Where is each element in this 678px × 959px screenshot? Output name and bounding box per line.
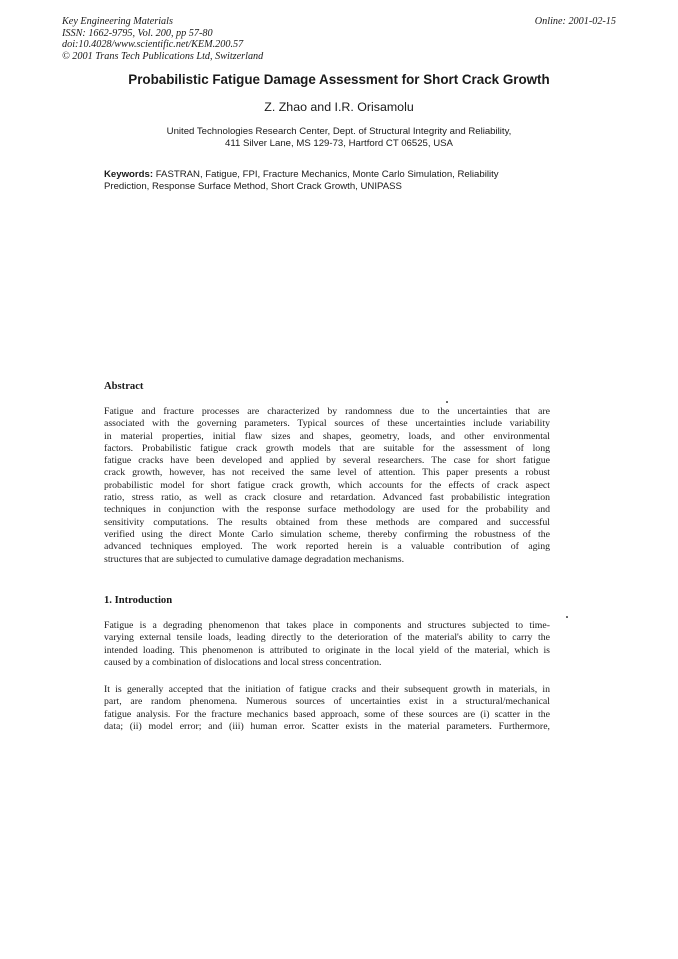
paragraph-line: fatigue analysis. For the fracture mechanics based approach, some of these sources are (i) scatter in the: [104, 708, 550, 720]
introduction-heading: 1. Introduction: [104, 595, 173, 606]
introduction-paragraph-1: [104, 620, 550, 669]
paragraph-line: varying external tensile loads, leading directly to the deterioration of the material's ability to carry the: [104, 632, 550, 644]
affiliation-line: 411 Silver Lane, MS 129-73, Hartford CT 06525, USA: [225, 138, 453, 149]
abstract-line: advanced techniques employed. The work reported herein is a valuable contribution of aging: [104, 541, 550, 553]
paragraph-line: Fatigue is a degrading phenomenon that takes place in components and structures subjected to time-: [104, 620, 550, 631]
paper-title: Probabilistic Fatigue Damage Assessment for Short Crack Growth: [128, 72, 550, 87]
abstract-line: techniques in conjunction with the response surface methodology are used for the probability and: [104, 504, 550, 516]
paragraph-line: caused by a combination of dislocations and local stress concentration.: [104, 656, 382, 668]
abstract-line: ratio, stress ratio, as well as crack closure and retardation. Advanced fast probabilistic integration: [104, 492, 550, 504]
doi-line: doi:10.4028/www.scientific.net/KEM.200.57: [62, 39, 244, 51]
online-date: Online: 2001-02-15: [534, 16, 616, 27]
keywords-text: FASTRAN, Fatigue, FPI, Fracture Mechanics, Monte Carlo Simulation, Reliability: [155, 169, 499, 180]
abstract-line: crack growth, however, has not received the same level of attention. This paper presents a robust: [104, 467, 550, 479]
abstract-line: probabilistic model for short fatigue crack growth, which accounts for the effects of crack aspect: [104, 479, 550, 491]
journal-name: Key Engineering Materials: [62, 16, 173, 27]
scan-speck: [566, 616, 568, 618]
keywords: [104, 169, 534, 193]
abstract-line: factors. Probabilistic fatigue crack growth models that are suitable for the assessment of long: [104, 442, 550, 454]
keywords-text: Prediction, Response Surface Method, Short Crack Growth, UNIPASS: [104, 181, 402, 192]
keywords-label: Keywords:: [104, 169, 154, 180]
abstract-heading: Abstract: [104, 381, 144, 392]
abstract-line: structures that are subjected to cumulative damage degradation mechanisms.: [104, 553, 405, 565]
paragraph-line: intended loading. This phenomenon is attributed to originate in the local yield of the material, which is: [104, 644, 550, 656]
paragraph-line: data; (ii) model error; and (iii) human error. Scatter exists in the material parameters. Furthermore,: [104, 720, 550, 732]
paragraph-line: part, are random phenomena. Numerous sources of uncertainties exist in a structural/mechanical: [104, 696, 550, 708]
paper-authors: Z. Zhao and I.R. Orisamolu: [264, 100, 414, 114]
scan-speck: [446, 401, 448, 403]
affiliation-line: United Technologies Research Center, Dept. of Structural Integrity and Reliability,: [166, 126, 512, 137]
affiliation: [0, 126, 678, 150]
abstract-line: fatigue cracks have been developed and applied by several researchers. The case for short fatigue: [104, 455, 550, 467]
abstract-line: sensitivity computations. The results obtained from these methods are compared and successful: [104, 516, 550, 528]
paragraph-line: It is generally accepted that the initiation of fatigue cracks and their subsequent growth in materials, in: [104, 684, 550, 695]
copyright-line: © 2001 Trans Tech Publications Ltd, Switzerland: [62, 50, 264, 62]
abstract-line: in material properties, initial flaw sizes and shapes, geometry, loads, and other environmental: [104, 430, 550, 442]
issn-line: ISSN: 1662-9795, Vol. 200, pp 57-80: [62, 27, 213, 39]
abstract-line: associated with the governing parameters. Typical sources of these uncertainties include variability: [104, 418, 550, 430]
abstract-line: Fatigue and fracture processes are characterized by randomness due to the uncertainties that are: [104, 406, 550, 417]
introduction-paragraph-2: [104, 684, 550, 733]
abstract-body: [104, 406, 550, 566]
abstract-line: verified using the direct Monte Carlo simulation scheme, thereby confirming the robustness of the: [104, 528, 550, 540]
journal-header: [62, 16, 263, 62]
